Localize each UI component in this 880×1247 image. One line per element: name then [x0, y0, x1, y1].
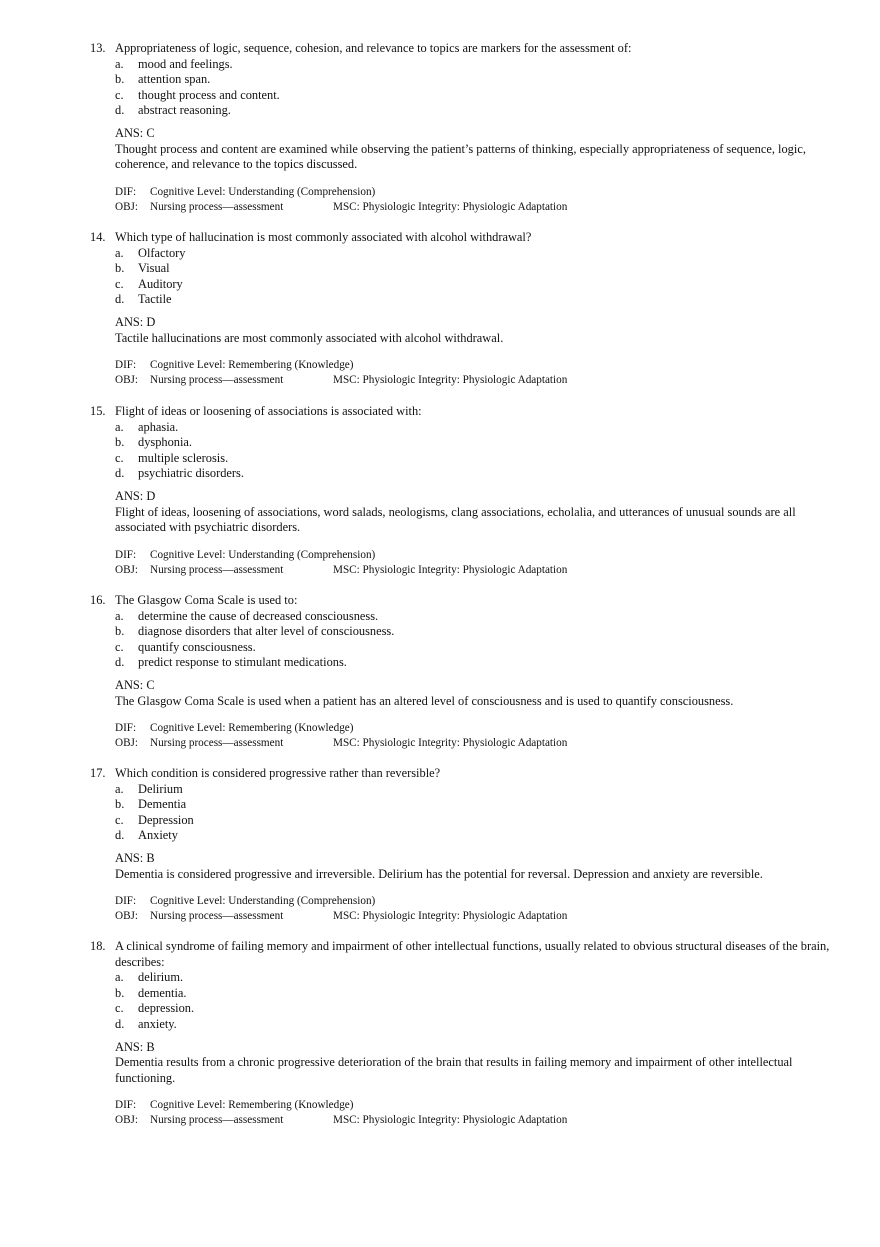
question-header: [90, 230, 830, 246]
choice-item: [115, 103, 830, 119]
answer-key: ANS: D: [115, 314, 156, 329]
choice-letter: c.: [115, 87, 124, 102]
question-metadata: [115, 185, 830, 215]
question-stem: Appropriateness of logic, sequence, cohesion, and relevance to topics are markers for the assessment of:: [115, 41, 632, 55]
question-number: 17.: [90, 766, 106, 780]
choice-item: [115, 640, 830, 656]
obj-value: Nursing process—assessment: [150, 737, 284, 750]
dif-row: [115, 721, 830, 736]
question-14: [90, 230, 830, 388]
msc-value: MSC: Physiologic Integrity: Physiologic Adaptation: [333, 374, 568, 387]
msc-value: MSC: Physiologic Integrity: Physiologic Adaptation: [333, 910, 568, 923]
question-15: [90, 404, 830, 578]
dif-value: Cognitive Level: Understanding (Comprehension): [150, 548, 376, 561]
obj-label: OBJ:: [115, 1114, 139, 1127]
choice-letter: c.: [115, 1001, 124, 1016]
choice-text: Visual: [138, 261, 170, 276]
rationale: The Glasgow Coma Scale is used when a patient has an altered level of consciousness and is used to quantify consciousness.: [115, 693, 734, 708]
obj-row: [115, 373, 830, 388]
obj-row: [115, 200, 830, 215]
obj-row: [115, 1113, 830, 1128]
obj-row: [115, 736, 830, 751]
choice-item: [115, 277, 830, 293]
choice-letter: a.: [115, 245, 124, 260]
question-17: [90, 766, 830, 924]
question-metadata: [115, 1098, 830, 1128]
dif-label: DIF:: [115, 359, 137, 372]
choice-list: [115, 57, 830, 119]
choice-letter: d.: [115, 103, 125, 118]
choice-item: [115, 828, 830, 844]
question-stem: A clinical syndrome of failing memory and impairment of other intellectual functions, usually related to obvious structural diseases of the brain, describes:: [115, 939, 830, 969]
choice-item: [115, 609, 830, 625]
dif-row: [115, 358, 830, 373]
choice-item: [115, 782, 830, 798]
dif-label: DIF:: [115, 895, 137, 908]
dif-label: DIF:: [115, 185, 137, 198]
choice-text: thought process and content.: [138, 87, 280, 102]
question-header: [90, 41, 830, 57]
choice-letter: a.: [115, 970, 124, 985]
question-13: [90, 41, 830, 215]
question-16: [90, 593, 830, 751]
choice-item: [115, 970, 830, 986]
dif-row: [115, 894, 830, 909]
choice-text: attention span.: [138, 72, 211, 87]
choice-text: multiple sclerosis.: [138, 450, 229, 465]
choice-item: [115, 655, 830, 671]
dif-label: DIF:: [115, 722, 137, 735]
choice-text: delirium.: [138, 970, 184, 985]
dif-value: Cognitive Level: Understanding (Comprehension): [150, 185, 376, 198]
choice-letter: a.: [115, 419, 124, 434]
choice-item: [115, 261, 830, 277]
choice-item: [115, 797, 830, 813]
rationale: Tactile hallucinations are most commonly associated with alcohol withdrawal.: [115, 330, 504, 345]
msc-value: MSC: Physiologic Integrity: Physiologic Adaptation: [333, 563, 568, 576]
choice-text: anxiety.: [138, 1016, 177, 1031]
dif-row: [115, 548, 830, 563]
rationale: Thought process and content are examined while observing the patient’s patterns of thinking, especially appropriateness of sequence, logic, coherence, and relevance to the topics discussed.: [115, 141, 806, 172]
obj-row: [115, 909, 830, 924]
rationale: Dementia is considered progressive and irreversible. Delirium has the potential for reversal. Depression and anxiety are reversible.: [115, 866, 763, 881]
choice-text: mood and feelings.: [138, 56, 233, 71]
obj-label: OBJ:: [115, 563, 139, 576]
obj-value: Nursing process—assessment: [150, 563, 284, 576]
choice-item: [115, 292, 830, 308]
answer-key: ANS: B: [115, 1039, 155, 1054]
choice-text: Delirium: [138, 781, 183, 796]
choice-text: determine the cause of decreased consciousness.: [138, 608, 379, 623]
dif-label: DIF:: [115, 548, 137, 561]
choice-letter: c.: [115, 812, 124, 827]
choice-text: abstract reasoning.: [138, 103, 231, 118]
choice-letter: a.: [115, 56, 124, 71]
obj-row: [115, 563, 830, 578]
dif-value: Cognitive Level: Remembering (Knowledge): [150, 1099, 354, 1112]
question-stem: The Glasgow Coma Scale is used to:: [115, 593, 298, 607]
choice-letter: b.: [115, 72, 125, 87]
choice-item: [115, 57, 830, 73]
choice-item: [115, 1001, 830, 1017]
choice-letter: d.: [115, 828, 125, 843]
choice-list: [115, 970, 830, 1032]
question-metadata: [115, 548, 830, 578]
choice-letter: d.: [115, 1016, 125, 1031]
choice-item: [115, 624, 830, 640]
question-metadata: [115, 358, 830, 388]
choice-list: [115, 609, 830, 671]
obj-label: OBJ:: [115, 374, 139, 387]
choice-item: [115, 435, 830, 451]
choice-letter: d.: [115, 655, 125, 670]
answer-key: ANS: C: [115, 677, 155, 692]
msc-value: MSC: Physiologic Integrity: Physiologic Adaptation: [333, 1114, 568, 1127]
obj-value: Nursing process—assessment: [150, 200, 284, 213]
choice-letter: c.: [115, 276, 124, 291]
choice-letter: b.: [115, 985, 125, 1000]
choice-item: [115, 466, 830, 482]
choice-text: depression.: [138, 1001, 195, 1016]
choice-item: [115, 986, 830, 1002]
question-stem: Flight of ideas or loosening of associations is associated with:: [115, 404, 422, 418]
choice-text: aphasia.: [138, 419, 179, 434]
choice-text: predict response to stimulant medications.: [138, 655, 347, 670]
choice-item: [115, 451, 830, 467]
choice-letter: d.: [115, 292, 125, 307]
choice-letter: a.: [115, 608, 124, 623]
obj-value: Nursing process—assessment: [150, 1114, 284, 1127]
choice-list: [115, 420, 830, 482]
question-header: [90, 939, 830, 970]
choice-letter: c.: [115, 639, 124, 654]
rationale: Dementia results from a chronic progressive deterioration of the brain that results in failing memory and impairment of other intellectual functioning.: [115, 1055, 793, 1085]
question-number: 14.: [90, 230, 106, 244]
dif-label: DIF:: [115, 1099, 137, 1112]
question-header: [90, 593, 830, 609]
question-18: [90, 939, 830, 1128]
obj-value: Nursing process—assessment: [150, 374, 284, 387]
msc-value: MSC: Physiologic Integrity: Physiologic Adaptation: [333, 737, 568, 750]
choice-item: [115, 246, 830, 262]
answer-key: ANS: B: [115, 850, 155, 865]
choice-letter: b.: [115, 797, 125, 812]
choice-item: [115, 72, 830, 88]
choice-text: Dementia: [138, 797, 187, 812]
choice-item: [115, 1017, 830, 1033]
question-header: [90, 404, 830, 420]
answer-key: ANS: C: [115, 125, 155, 140]
choice-text: diagnose disorders that alter level of consciousness.: [138, 624, 395, 639]
question-number: 13.: [90, 41, 106, 55]
choice-letter: a.: [115, 781, 124, 796]
dif-value: Cognitive Level: Understanding (Comprehension): [150, 895, 376, 908]
choice-letter: b.: [115, 624, 125, 639]
question-number: 15.: [90, 404, 106, 418]
choice-text: quantify consciousness.: [138, 639, 256, 654]
choice-item: [115, 88, 830, 104]
choice-item: [115, 420, 830, 436]
question-stem: Which type of hallucination is most commonly associated with alcohol withdrawal?: [115, 230, 532, 244]
dif-value: Cognitive Level: Remembering (Knowledge): [150, 722, 354, 735]
question-header: [90, 766, 830, 782]
choice-text: dysphonia.: [138, 435, 193, 450]
choice-letter: d.: [115, 466, 125, 481]
choice-text: Tactile: [138, 292, 172, 307]
choice-text: Anxiety: [138, 828, 178, 843]
answer-key: ANS: D: [115, 488, 156, 503]
choice-text: Depression: [138, 812, 194, 827]
choice-text: Auditory: [138, 276, 183, 291]
obj-value: Nursing process—assessment: [150, 910, 284, 923]
dif-value: Cognitive Level: Remembering (Knowledge): [150, 359, 354, 372]
choice-item: [115, 813, 830, 829]
msc-value: MSC: Physiologic Integrity: Physiologic Adaptation: [333, 200, 568, 213]
obj-label: OBJ:: [115, 737, 139, 750]
question-stem: Which condition is considered progressive rather than reversible?: [115, 766, 441, 780]
choice-letter: b.: [115, 261, 125, 276]
dif-row: [115, 1098, 830, 1113]
question-number: 18.: [90, 939, 106, 953]
question-metadata: [115, 721, 830, 751]
rationale: Flight of ideas, loosening of associations, word salads, neologisms, clang associations, echolalia, and utterances of unusual sounds are all associated with psychiatric disorders.: [115, 504, 796, 535]
choice-letter: b.: [115, 435, 125, 450]
choice-list: [115, 246, 830, 308]
obj-label: OBJ:: [115, 910, 139, 923]
choice-letter: c.: [115, 450, 124, 465]
choice-text: psychiatric disorders.: [138, 466, 244, 481]
choice-text: dementia.: [138, 985, 187, 1000]
choice-list: [115, 782, 830, 844]
dif-row: [115, 185, 830, 200]
obj-label: OBJ:: [115, 200, 139, 213]
choice-text: Olfactory: [138, 245, 186, 260]
question-number: 16.: [90, 593, 106, 607]
question-metadata: [115, 894, 830, 924]
